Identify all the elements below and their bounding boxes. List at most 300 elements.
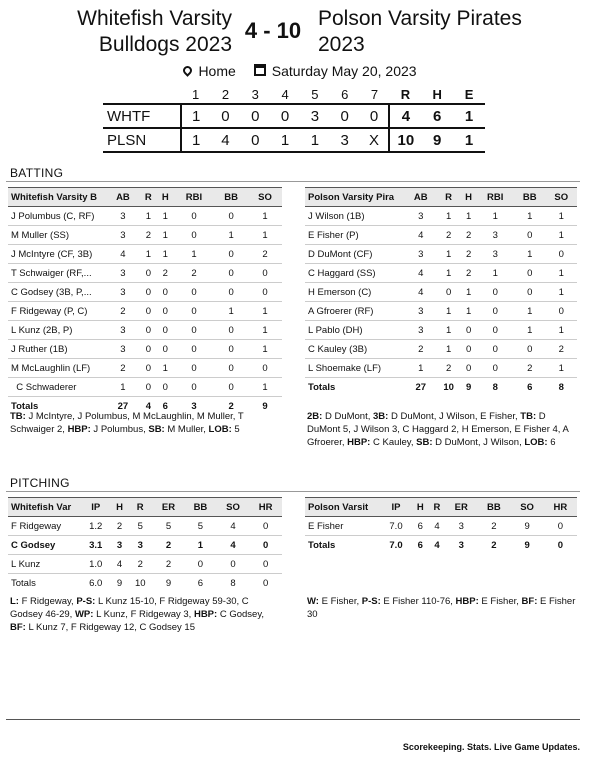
total-value: 8 xyxy=(230,577,236,589)
stat-value: 0 xyxy=(476,340,514,359)
player-name: L Kunz (2B, P) xyxy=(8,321,106,340)
game-location: Home xyxy=(198,63,236,80)
player-name: L Kunz xyxy=(8,555,80,574)
stat-value: 2 xyxy=(248,245,282,264)
stat-value: 0 xyxy=(249,555,282,574)
total-value: 4 xyxy=(434,539,440,551)
stat-value: 1 xyxy=(436,321,460,340)
inning-score: 0 xyxy=(270,104,300,128)
stat-value: 1 xyxy=(436,264,460,283)
table-row xyxy=(8,302,282,321)
box-stat-header: SO xyxy=(510,498,543,517)
stat-value: 0 xyxy=(514,226,545,245)
total-value: 6.0 xyxy=(89,577,103,589)
box-stat-header: RBI xyxy=(476,188,514,207)
table-row xyxy=(305,359,577,378)
final-score: 4 - 10 xyxy=(244,18,302,43)
table-row xyxy=(305,226,577,245)
stat-value: 0 xyxy=(174,378,214,397)
table-row xyxy=(8,517,282,536)
inning-score: X xyxy=(360,128,390,152)
stat-value: 4 xyxy=(405,264,436,283)
stat-value: 3 xyxy=(106,264,140,283)
inning-header: 2 xyxy=(221,87,230,102)
stat-value: 0 xyxy=(214,340,248,359)
errors-total: 1 xyxy=(453,128,485,152)
table-row xyxy=(305,245,577,264)
home-pitching-notes xyxy=(10,595,282,634)
stat-value: 0 xyxy=(157,321,174,340)
total-value: 6 xyxy=(162,400,168,412)
note-text: E Fisher 110-76, xyxy=(380,596,456,607)
stat-value: 4 xyxy=(405,226,436,245)
box-header-row xyxy=(8,498,282,517)
player-name: C Haggard (SS) xyxy=(305,264,405,283)
player-name: A Gfroerer (RF) xyxy=(305,302,405,321)
table-row xyxy=(305,302,577,321)
stat-value: 0 xyxy=(514,283,545,302)
stat-value: 0 xyxy=(140,359,157,378)
box-stat-header: HR xyxy=(544,498,577,517)
stat-value: 3 xyxy=(405,302,436,321)
stat-value: 1 xyxy=(436,302,460,321)
box-stat-header: SO xyxy=(545,188,577,207)
stat-value: 3 xyxy=(106,321,140,340)
stat-value: 3 xyxy=(128,536,153,555)
stat-value: 1 xyxy=(545,226,577,245)
table-row xyxy=(8,340,282,359)
note-label: TB: xyxy=(10,411,26,422)
stat-value: 3 xyxy=(445,517,477,536)
total-value: 8 xyxy=(492,381,498,393)
stat-value: 1 xyxy=(545,264,577,283)
box-stat-header: RBI xyxy=(174,188,214,207)
stat-value: 4 xyxy=(405,283,436,302)
stat-value: 2 xyxy=(157,264,174,283)
table-row xyxy=(305,264,577,283)
stat-value: 0 xyxy=(140,302,157,321)
stat-value: 0 xyxy=(248,283,282,302)
table-row xyxy=(8,536,282,555)
note-text: J McIntyre, J Polumbus, M McLaughlin, M Muller, T Schwaiger 2, xyxy=(10,411,244,435)
stat-value: 2 xyxy=(405,340,436,359)
stat-value: 1 xyxy=(140,245,157,264)
stat-value: 4 xyxy=(217,536,250,555)
stat-value: 1 xyxy=(248,207,282,226)
total-value: 10 xyxy=(134,577,146,589)
total-value: 0 xyxy=(557,539,563,551)
table-row xyxy=(305,321,577,340)
player-name: H Emerson (C) xyxy=(305,283,405,302)
note-text: 6 xyxy=(547,437,556,448)
stat-value: 3 xyxy=(106,283,140,302)
section-divider xyxy=(6,181,580,182)
stat-value: 1 xyxy=(545,283,577,302)
inning-header: 6 xyxy=(341,87,349,102)
totals-label: Totals xyxy=(11,577,36,589)
stat-value: 0 xyxy=(157,378,174,397)
note-label: WP: xyxy=(74,609,94,620)
stat-value: 0 xyxy=(461,321,477,340)
box-stat-header: BB xyxy=(184,498,217,517)
inning-score: 0 xyxy=(360,104,390,128)
stat-value: 0 xyxy=(545,302,577,321)
section-divider xyxy=(6,491,580,492)
home-batting-table xyxy=(8,187,282,416)
away-pitching-table xyxy=(305,497,577,555)
stat-value: 0 xyxy=(174,207,214,226)
box-name-header: Polson Varsit xyxy=(305,498,380,517)
box-stat-header: ER xyxy=(153,498,184,517)
stat-value: 1 xyxy=(436,340,460,359)
stat-value: 0 xyxy=(214,207,248,226)
hits-total: 6 xyxy=(421,104,453,128)
stat-value: 2 xyxy=(106,359,140,378)
box-stat-header: H xyxy=(461,188,477,207)
player-name: C Schwaderer xyxy=(8,378,106,397)
stat-value: 4 xyxy=(106,245,140,264)
rhe-header: E xyxy=(464,87,474,102)
stat-value: 0 xyxy=(214,283,248,302)
stat-value: 0 xyxy=(174,359,214,378)
totals-label: Totals xyxy=(11,400,39,412)
stat-value: 4 xyxy=(111,555,127,574)
game-header xyxy=(0,6,600,62)
linescore-team-abbr: WHTF xyxy=(103,104,181,128)
stat-value: 2 xyxy=(514,359,545,378)
stat-value: 0 xyxy=(140,378,157,397)
rhe-header: H xyxy=(432,87,442,102)
player-name: C Godsey (3B, P,... xyxy=(8,283,106,302)
box-stat-header: AB xyxy=(405,188,436,207)
stat-value: 5 xyxy=(128,517,153,536)
inning-score: 1 xyxy=(270,128,300,152)
box-name-header: Polson Varsity Pira xyxy=(305,188,405,207)
player-name: E Fisher xyxy=(305,517,380,536)
errors-total: 1 xyxy=(453,104,485,128)
note-label: HBP: xyxy=(347,437,371,448)
inning-score: 0 xyxy=(211,104,241,128)
stat-value: 3 xyxy=(106,340,140,359)
stat-value: 2 xyxy=(153,555,184,574)
totals-label: Totals xyxy=(308,381,336,393)
note-label: TB: xyxy=(520,411,537,422)
home-pitching-table xyxy=(8,497,282,593)
note-label: BF: xyxy=(521,596,538,607)
note-text: 5 xyxy=(231,424,240,435)
player-name: F Ridgeway xyxy=(8,517,80,536)
stat-value: 0 xyxy=(174,321,214,340)
note-text: F Ridgeway, xyxy=(18,596,77,607)
note-label: HBP: xyxy=(193,609,218,620)
stat-value: 0 xyxy=(157,302,174,321)
game-meta xyxy=(0,62,600,79)
stat-value: 3 xyxy=(405,245,436,264)
total-value: 9 xyxy=(116,577,123,589)
home-team-name: Whitefish Varsity Bulldogs 2023 xyxy=(77,7,232,56)
player-name: C Godsey xyxy=(8,536,80,555)
away-batting-notes xyxy=(307,410,577,449)
inning-score: 1 xyxy=(300,128,330,152)
note-text: D DuMont 5, J Wilson 3, C Haggard 2, H Emerson, E Fisher 4, A Gfroerer, xyxy=(307,411,569,448)
note-label: 2B: xyxy=(307,411,323,422)
stat-value: 1 xyxy=(514,207,545,226)
stat-value: 2 xyxy=(153,536,184,555)
stat-value: 0 xyxy=(214,359,248,378)
box-stat-header: R xyxy=(128,498,153,517)
stat-value: 3.1 xyxy=(80,536,111,555)
stat-value: 0 xyxy=(214,378,248,397)
stat-value: 6 xyxy=(412,517,429,536)
stat-value: 1 xyxy=(545,321,577,340)
box-stat-header: R xyxy=(436,188,460,207)
note-label: P-S: xyxy=(76,596,96,607)
table-row xyxy=(305,283,577,302)
player-name: J McIntyre (CF, 3B) xyxy=(8,245,106,264)
stat-value: 1 xyxy=(461,207,477,226)
stat-value: 0 xyxy=(514,264,545,283)
stat-value: 0 xyxy=(140,340,157,359)
inning-score: 0 xyxy=(330,104,360,128)
stat-value: 1 xyxy=(248,321,282,340)
stat-value: 2 xyxy=(174,264,214,283)
total-value: 4 xyxy=(145,400,151,412)
stat-value: 1 xyxy=(214,226,248,245)
inning-score: 3 xyxy=(300,104,330,128)
note-text: C Godsey, xyxy=(217,609,265,620)
stat-value: 1 xyxy=(248,340,282,359)
stat-value: 2 xyxy=(436,226,460,245)
footer-divider xyxy=(6,719,580,720)
total-value: 3 xyxy=(191,400,197,412)
game-date: Saturday May 20, 2023 xyxy=(271,63,417,80)
note-text: E Fisher, xyxy=(478,596,522,607)
stat-value: 1 xyxy=(545,359,577,378)
inning-score: 1 xyxy=(181,104,211,128)
home-batting-notes xyxy=(10,410,282,436)
totals-row xyxy=(305,378,577,397)
stat-value: 0 xyxy=(476,321,514,340)
note-text: E Fisher, xyxy=(318,596,362,607)
total-value: 6 xyxy=(417,539,423,551)
stat-value: 0 xyxy=(249,536,282,555)
note-text: C Kauley, xyxy=(370,437,417,448)
note-label: 3B: xyxy=(373,411,389,422)
stat-value: 0 xyxy=(545,245,577,264)
note-label: BF: xyxy=(10,622,26,633)
total-value: 9 xyxy=(165,577,172,589)
stat-value: 7.0 xyxy=(380,517,412,536)
table-row xyxy=(8,555,282,574)
stat-value: 0 xyxy=(248,359,282,378)
inning-score: 1 xyxy=(181,128,211,152)
stat-value: 1 xyxy=(436,245,460,264)
away-batting-table xyxy=(305,187,577,397)
stat-value: 2 xyxy=(106,302,140,321)
hits-total: 9 xyxy=(421,128,453,152)
box-stat-header: SO xyxy=(217,498,250,517)
note-label: L: xyxy=(10,596,19,607)
player-name: J Ruther (1B) xyxy=(8,340,106,359)
box-stat-header: BB xyxy=(214,188,248,207)
inning-header: 4 xyxy=(281,87,289,102)
note-label: HBP: xyxy=(67,424,91,435)
stat-value: 1 xyxy=(461,302,477,321)
stat-value: 1 xyxy=(174,245,214,264)
stat-value: 3 xyxy=(111,536,127,555)
stat-value: 3 xyxy=(476,245,514,264)
player-name: F Ridgeway (P, C) xyxy=(8,302,106,321)
stat-value: 4 xyxy=(429,517,446,536)
stat-value: 1 xyxy=(157,226,174,245)
total-value: 0 xyxy=(263,577,269,589)
stat-value: 1 xyxy=(140,207,157,226)
stat-value: 9 xyxy=(510,517,543,536)
linescore-table xyxy=(103,86,485,153)
runs-total: 10 xyxy=(389,128,421,152)
stat-value: 4 xyxy=(217,517,250,536)
player-name: J Wilson (1B) xyxy=(305,207,405,226)
pitching-section-title: PITCHING xyxy=(10,476,70,490)
table-row xyxy=(8,264,282,283)
stat-value: 1 xyxy=(476,207,514,226)
box-header-row xyxy=(305,498,577,517)
box-stat-header: H xyxy=(157,188,174,207)
stat-value: 0 xyxy=(514,340,545,359)
player-name: L Pablo (DH) xyxy=(305,321,405,340)
stat-value: 0 xyxy=(174,226,214,245)
totals-row xyxy=(305,536,577,555)
stat-value: 0 xyxy=(174,340,214,359)
total-value: 6 xyxy=(197,577,204,589)
rhe-header: R xyxy=(400,87,411,102)
box-stat-header: H xyxy=(412,498,429,517)
stat-value: 1 xyxy=(157,207,174,226)
stat-value: 2 xyxy=(128,555,153,574)
total-value: 2 xyxy=(491,539,497,551)
table-row xyxy=(8,226,282,245)
inning-score: 0 xyxy=(240,128,270,152)
note-text: D DuMont, J Wilson, E Fisher, xyxy=(388,411,521,422)
total-value: 9 xyxy=(465,381,472,393)
inning-header: 1 xyxy=(192,87,200,102)
table-row xyxy=(8,245,282,264)
stat-value: 1 xyxy=(545,207,577,226)
total-value: 9 xyxy=(524,539,530,551)
player-name: E Fisher (P) xyxy=(305,226,405,245)
note-label: LOB: xyxy=(208,424,232,435)
note-label: SB: xyxy=(148,424,165,435)
stat-value: 1 xyxy=(157,359,174,378)
stat-value: 1 xyxy=(248,378,282,397)
player-name: D DuMont (CF) xyxy=(305,245,405,264)
total-value: 27 xyxy=(117,400,129,412)
box-stat-header: BB xyxy=(514,188,545,207)
stat-value: 1 xyxy=(184,536,217,555)
box-stat-header: IP xyxy=(80,498,111,517)
stat-value: 0 xyxy=(461,359,477,378)
total-value: 3 xyxy=(458,539,464,551)
total-value: 2 xyxy=(228,400,234,412)
box-stat-header: R xyxy=(140,188,157,207)
stat-value: 1.0 xyxy=(80,555,111,574)
total-value: 27 xyxy=(415,381,427,393)
total-value: 7.0 xyxy=(389,539,403,551)
batting-section-title: BATTING xyxy=(10,166,64,180)
inning-header: 5 xyxy=(311,87,319,102)
box-stat-header: IP xyxy=(380,498,412,517)
stat-value: 0 xyxy=(140,283,157,302)
stat-value: 2 xyxy=(477,517,510,536)
player-name: M Muller (SS) xyxy=(8,226,106,245)
runs-total: 4 xyxy=(389,104,421,128)
linescore-team-header xyxy=(103,86,181,104)
table-row xyxy=(305,517,577,536)
stat-value: 3 xyxy=(106,226,140,245)
table-row xyxy=(8,207,282,226)
box-name-header: Whitefish Var xyxy=(8,498,80,517)
stat-value: 3 xyxy=(405,321,436,340)
stat-value: 1 xyxy=(476,264,514,283)
stat-value: 0 xyxy=(248,264,282,283)
totals-row xyxy=(8,574,282,593)
note-label: SB: xyxy=(416,437,433,448)
stat-value: 1 xyxy=(106,378,140,397)
table-row xyxy=(8,359,282,378)
note-text: L Kunz, F Ridgeway 3, xyxy=(93,609,194,620)
stat-value: 1 xyxy=(405,359,436,378)
total-value: 6 xyxy=(527,381,533,393)
stat-value: 3 xyxy=(405,207,436,226)
box-header-row xyxy=(8,188,282,207)
player-name: T Schwaiger (RF,... xyxy=(8,264,106,283)
inning-header: 7 xyxy=(370,87,379,102)
note-text: M Muller, xyxy=(164,424,209,435)
box-stat-header: H xyxy=(111,498,127,517)
stat-value: 2 xyxy=(461,226,477,245)
stat-value: 0 xyxy=(214,264,248,283)
player-name: M McLaughlin (LF) xyxy=(8,359,106,378)
stat-value: 0 xyxy=(476,283,514,302)
stat-value: 2 xyxy=(545,340,577,359)
box-stat-header: AB xyxy=(106,188,140,207)
stat-value: 0 xyxy=(140,264,157,283)
linescore-row xyxy=(103,128,485,152)
box-header-row xyxy=(305,188,577,207)
stat-value: 1 xyxy=(157,245,174,264)
stat-value: 0 xyxy=(436,283,460,302)
stat-value: 0 xyxy=(217,555,250,574)
stat-value: 2 xyxy=(461,245,477,264)
inning-header: 3 xyxy=(251,87,259,102)
stat-value: 1 xyxy=(514,245,545,264)
player-name: C Kauley (3B) xyxy=(305,340,405,359)
stat-value: 1 xyxy=(514,302,545,321)
total-value: 10 xyxy=(443,381,454,393)
note-text: L Kunz 7, F Ridgeway 12, C Godsey 15 xyxy=(25,622,195,633)
note-text: J Polumbus, xyxy=(90,424,149,435)
stat-value: 0 xyxy=(476,359,514,378)
note-text: E Fisher 30 xyxy=(307,596,576,620)
box-stat-header: SO xyxy=(248,188,282,207)
stat-value: 1 xyxy=(514,321,545,340)
total-value: 9 xyxy=(262,400,268,412)
stat-value: 1 xyxy=(436,207,460,226)
stat-value: 1 xyxy=(214,302,248,321)
stat-value: 0 xyxy=(140,321,157,340)
stat-value: 2 xyxy=(461,264,477,283)
linescore-row xyxy=(103,104,485,128)
